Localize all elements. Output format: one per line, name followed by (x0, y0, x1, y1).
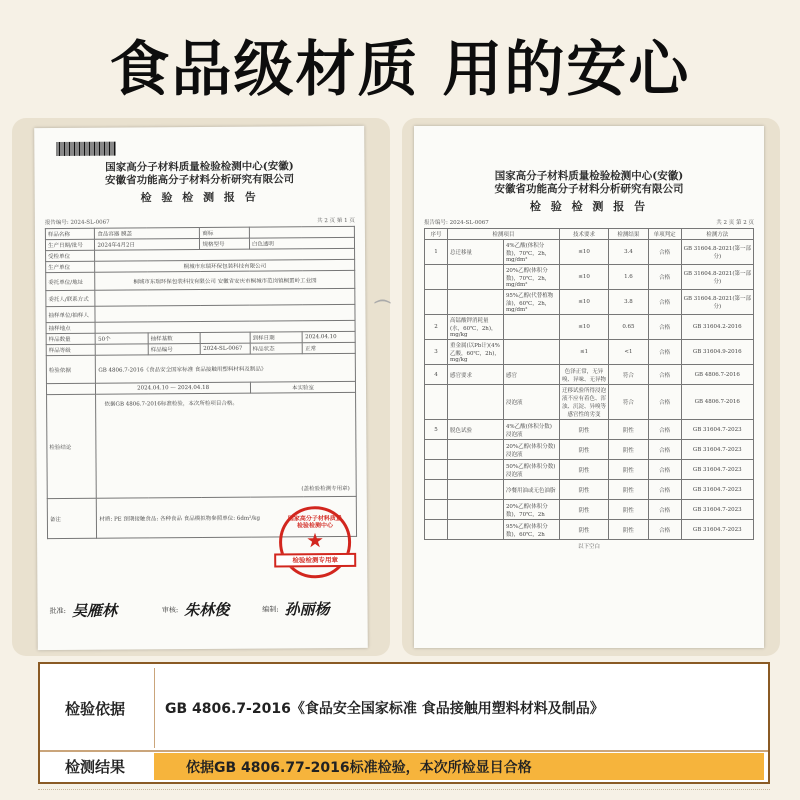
contact-label: 委托人/联系方式 (46, 290, 96, 306)
model-label: 规格型号 (200, 238, 250, 249)
method-cell: GB 31604.7-2023 (681, 460, 753, 480)
table-row (425, 480, 754, 500)
result-cell: 阴性 (609, 500, 648, 520)
report-title: 检 验 检 测 报 告 (140, 190, 259, 205)
table-row (425, 315, 754, 340)
sample-qty-label: 样品数量 (46, 333, 96, 344)
report-info-table (45, 226, 357, 539)
remark-label: 备注 (47, 498, 97, 538)
test-item-cell (448, 520, 504, 540)
test-subitem-cell: 浸泡液 (503, 385, 559, 420)
page-number: 共 2 页 第 2 页 (716, 220, 754, 226)
basis-value: GB 4806.7-2016《食品安全国家标准 食品接触用塑料材料及制品》 (96, 353, 356, 383)
row-number-cell (425, 440, 448, 460)
conclusion-value: 依据GB 4806.7-2016标准检验，本次所检项目合格。 (104, 400, 238, 408)
test-subitem-cell: 感官 (503, 365, 559, 385)
test-place-value: 本实验室 (250, 381, 355, 393)
test-item-cell (448, 480, 504, 500)
requirement-cell: 阴性 (559, 480, 608, 500)
test-subitem-cell: 20%乙醇(体积分数)，70℃，2h，mg/dm² (503, 265, 559, 290)
test-period-value: 2024.04.10 — 2024.04.18 (96, 382, 251, 394)
test-item-cell: 感官要求 (448, 365, 504, 385)
col-header: 技术要求 (559, 229, 608, 240)
table-row (425, 290, 754, 315)
test-subitem-cell (503, 340, 559, 365)
method-cell: GB 4806.7-2016 (681, 365, 753, 385)
judgement-cell: 合格 (648, 290, 681, 315)
row-number-cell (425, 480, 448, 500)
reviewer-label: 审核: (161, 605, 179, 614)
receive-date-value: 2024.04.10 (303, 331, 356, 342)
table-row (425, 440, 754, 460)
report-number: 报告编号: 2024-SL-0067 (424, 220, 489, 226)
method-cell: GB 31604.2-2016 (681, 315, 753, 340)
method-cell: GB 31604.7-2023 (681, 500, 753, 520)
report-sheet-page-1 (34, 126, 368, 650)
col-header: 检测方法 (681, 229, 753, 240)
basis-label: 检验依据 (46, 355, 96, 383)
row-number-cell (425, 290, 448, 315)
basis-row (40, 668, 768, 748)
producer-label: 生产单位 (46, 261, 96, 272)
result-row (40, 753, 768, 780)
judgement-cell: 合格 (648, 315, 681, 340)
table-row (425, 385, 754, 420)
judgement-cell: 合格 (648, 340, 681, 365)
test-subitem-cell (503, 315, 559, 340)
method-cell: GB 31604.8-2021(第一部分) (681, 265, 753, 290)
requirement-cell: 阴性 (559, 500, 608, 520)
requirement-cell: 阴性 (559, 440, 608, 460)
issue-note: (盖检验检测专用章) (301, 485, 350, 493)
requirement-cell: ≤1 (559, 340, 608, 365)
result-cell: <1 (609, 340, 648, 365)
judgement-cell: 合格 (648, 365, 681, 385)
sample-state-label: 样品状态 (250, 343, 303, 354)
test-subitem-cell: 95%乙醇(体积分数)，60℃，2h (503, 520, 559, 540)
requirement-cell: 阴性 (559, 520, 608, 540)
production-date-value: 2024年4月2日 (95, 239, 200, 251)
row-number-cell: 1 (425, 240, 448, 265)
result-cell: 阴性 (609, 420, 648, 440)
org-name-line1: 国家高分子材料质量检验检测中心(安徽) (105, 160, 294, 174)
basis-row-label: 检验依据 (64, 699, 125, 718)
method-cell: GB 31604.8-2021(第一部分) (681, 290, 753, 315)
result-cell: 0.65 (609, 315, 648, 340)
writer-label: 编制: (262, 604, 279, 614)
test-item-cell: 脱色试验 (448, 420, 504, 440)
test-subitem-cell: 20%乙醇(体积分数)，70℃，2h (503, 500, 559, 520)
sampling-place-label: 抽样地点 (46, 322, 96, 333)
col-header: 检测结果 (609, 229, 648, 240)
seal-star-icon: ★ (306, 528, 325, 553)
judgement-cell: 合格 (648, 265, 681, 290)
row-number-cell (425, 385, 448, 420)
row-number-cell (425, 500, 448, 520)
result-cell: 3.4 (609, 240, 648, 265)
test-item-cell (448, 500, 504, 520)
test-results-table (424, 228, 754, 540)
test-subitem-cell: 4%乙酸(体积分数)浸泡液 (503, 420, 559, 440)
judgement-cell: 合格 (648, 385, 681, 420)
test-item-cell: 重金属(以Pb计)(4%乙酸，60℃，2h)，mg/kg (448, 340, 504, 365)
conclusion-label: 检验结论 (47, 394, 97, 498)
sample-id-label: 样品编号 (148, 344, 201, 355)
row-number-cell (425, 460, 448, 480)
basis-row-value: GB 4806.7-2016《食品安全国家标准 食品接触用塑料材料及制品》 (154, 668, 768, 748)
judgement-cell: 合格 (648, 520, 681, 540)
result-cell: 3.8 (609, 290, 648, 315)
table-row (425, 240, 754, 265)
test-subitem-cell: 冷餐用油或无色油脂 (503, 480, 559, 500)
sampling-unit-label: 抽样单位/抽样人 (46, 306, 96, 322)
sample-name-label: 样品名称 (45, 228, 95, 239)
reviewer-signature: 朱林俊 (184, 600, 230, 620)
table-end-note: 以下空白 (577, 544, 600, 550)
sample-name-value: 食品容器 膜盖 (95, 228, 200, 240)
table-row (425, 520, 754, 540)
result-row-label: 检测结果 (64, 758, 125, 776)
requirement-cell: ≤10 (559, 315, 608, 340)
report-panel-page-2 (402, 118, 780, 656)
test-subitem-cell: 20%乙醇(体积分数)浸泡液 (503, 440, 559, 460)
requirement-cell: 阴性 (559, 460, 608, 480)
row-number-cell: 2 (425, 315, 448, 340)
requirement-cell: 阴性 (559, 420, 608, 440)
result-cell: 符合 (609, 385, 648, 420)
receive-date-label: 到样日期 (250, 332, 303, 343)
judgement-cell: 合格 (648, 500, 681, 520)
requirement-cell: ≤10 (559, 240, 608, 265)
col-header: 检测项目 (448, 229, 560, 240)
bottom-divider (38, 787, 770, 790)
method-cell: GB 31604.7-2023 (681, 440, 753, 460)
test-subitem-cell: 95%乙醇(代替植物油)，60℃，2h，mg/dm² (503, 290, 559, 315)
requirement-cell: 色泽正常，无异嗅、异味、无异物 (559, 365, 608, 385)
test-item-cell (448, 440, 504, 460)
row-number-cell (425, 520, 448, 540)
test-subitem-cell: 50%乙醇(体积分数)浸泡液 (503, 460, 559, 480)
client-label: 委托单位/地址 (46, 272, 96, 290)
sample-id-value: 2024-SL-0067 (201, 343, 251, 354)
test-item-cell (448, 265, 504, 290)
sample-level-label: 样品等级 (46, 344, 96, 355)
brand-label: 商标 (200, 227, 250, 238)
model-value: 白色透明 (249, 237, 354, 249)
approver-label: 批准: (49, 606, 66, 615)
result-cell: 阴性 (609, 520, 648, 540)
method-cell: GB 31604.9-2016 (681, 340, 753, 365)
requirement-cell: ≤10 (559, 290, 608, 315)
report-sheet-page-2 (414, 126, 764, 648)
table-row (425, 420, 754, 440)
test-item-cell (448, 460, 504, 480)
judgement-cell: 合格 (648, 460, 681, 480)
row-number-cell (425, 265, 448, 290)
inspected-unit-label: 受检单位 (46, 250, 96, 261)
approver-signature: 吴雁林 (71, 601, 117, 620)
table-row (425, 500, 754, 520)
client-value: 桐城市东瑞环保包装科技有限公司 安徽省安庆市桐城市范岗镇桐蛋岭工业园 (95, 270, 355, 290)
requirement-cell: 迁移试验所得浸泡液不应有着色、浑浊、沉淀、异嗅等感官性的劣变 (559, 385, 608, 420)
result-cell: 阴性 (609, 460, 648, 480)
org-name-line2: 安徽省功能高分子材料分析研究有限公司 (494, 183, 684, 195)
report-panel-page-1 (12, 118, 393, 656)
result-cell: 1.6 (609, 265, 648, 290)
test-subitem-cell: 4%乙酸(体积分数)，70℃，2h，mg/dm² (503, 240, 559, 265)
sample-state-value: 正常 (303, 342, 356, 353)
result-row-value: 依据GB 4806.77-2016标准检验，本次所检显目合格 (154, 753, 764, 780)
row-number-cell: 3 (425, 340, 448, 365)
sample-qty-value: 50个 (96, 333, 149, 344)
report-number: 报告编号: 2024-SL-0067 (44, 219, 110, 227)
result-cell: 阴性 (609, 440, 648, 460)
test-item-cell: 高锰酸钾消耗量(水，60℃，2h)，mg/kg (448, 315, 504, 340)
writer-signature: 孙丽杨 (284, 600, 330, 619)
report-title: 检 验 检 测 报 告 (529, 200, 649, 213)
page-number: 共 2 页 第 1 页 (317, 217, 355, 225)
table-row (425, 460, 754, 480)
test-item-cell (448, 385, 504, 420)
org-name-line1: 国家高分子材料质量检验检测中心(安徽) (494, 170, 684, 182)
headline: 食品级材质 用的安心 (109, 35, 691, 105)
table-row (425, 365, 754, 385)
sample-base-label: 抽样基数 (148, 333, 201, 344)
table-row (425, 340, 754, 365)
official-seal-stamp (279, 506, 352, 579)
remark-value: 材质: PE 预期接触食品: 各种食品 食品模拟物参照单位: 6dm²/kg (97, 496, 357, 538)
producer-value: 桐城市东瑞环保包装科技有限公司 (95, 259, 355, 272)
method-cell: GB 31604.8-2021(第一部分) (681, 240, 753, 265)
row-number-cell: 4 (425, 365, 448, 385)
method-cell: GB 31604.7-2023 (681, 420, 753, 440)
scan-artifact: ( (372, 298, 393, 306)
col-header: 单项判定 (648, 229, 681, 240)
requirement-cell: ≤10 (559, 265, 608, 290)
judgement-cell: 合格 (648, 240, 681, 265)
judgement-cell: 合格 (648, 440, 681, 460)
test-item-cell: 总迁移量 (448, 240, 504, 265)
judgement-cell: 合格 (648, 420, 681, 440)
barcode-icon (56, 142, 116, 156)
result-cell: 阴性 (609, 480, 648, 500)
inspection-info-box (38, 662, 770, 784)
method-cell: GB 31604.7-2023 (681, 480, 753, 500)
production-date-label: 生产日期/批号 (45, 239, 95, 250)
method-cell: GB 4806.7-2016 (681, 385, 753, 420)
result-cell: 符合 (609, 365, 648, 385)
seal-ring-text: 国家高分子材料质量检验检测中心 (287, 515, 342, 530)
org-name-line2: 安徽省功能高分子材料分析研究有限公司 (105, 173, 295, 187)
test-item-cell (448, 290, 504, 315)
judgement-cell: 合格 (648, 480, 681, 500)
table-row (425, 265, 754, 290)
row-divider (40, 750, 768, 752)
seal-band-text: 检验检测专用章 (274, 553, 356, 568)
row-number-cell: 5 (425, 420, 448, 440)
col-header: 序号 (425, 229, 448, 240)
method-cell: GB 31604.7-2023 (681, 520, 753, 540)
